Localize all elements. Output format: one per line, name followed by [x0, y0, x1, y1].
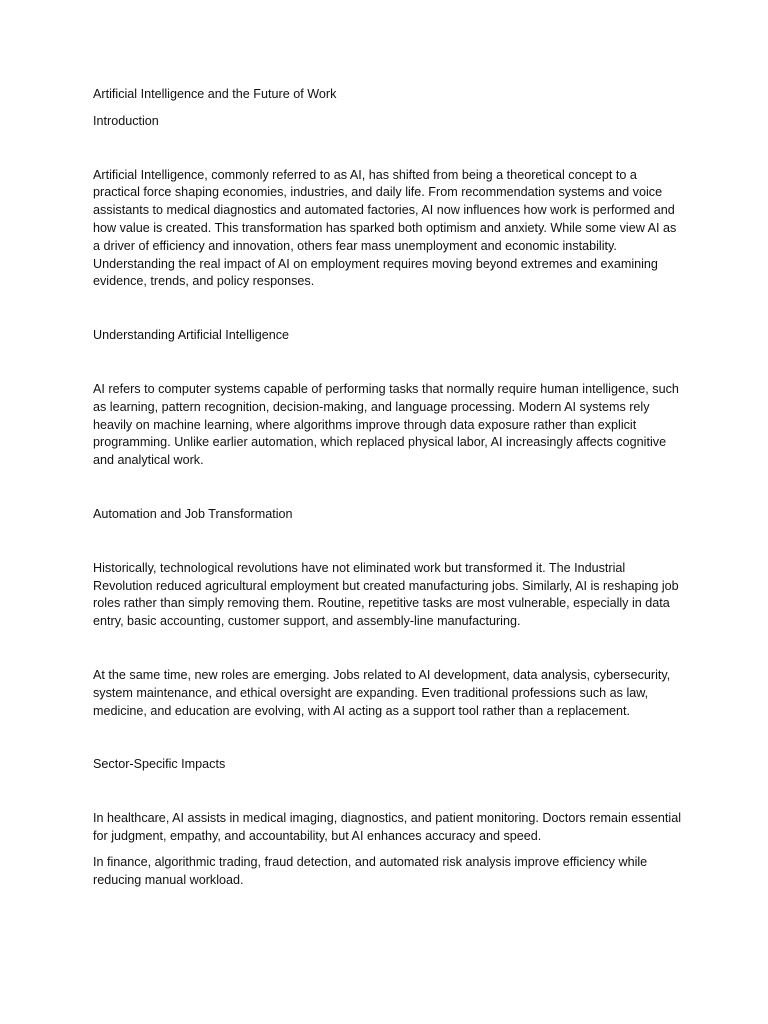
section-heading-introduction: Introduction — [93, 113, 159, 128]
paragraph-understanding-ai: AI refers to computer systems capable of performing tasks that normally require human intelligence, such as learning, pattern recognition, decision-making, and language processing. Modern AI systems rely heavily on machine learning, where algorithms improve through data exposure rather than explicit programming. Unlike earlier automation, which replaced physical labor, AI increasingly affects cognitive and analytical work. — [93, 381, 679, 468]
section-heading-sector-impacts: Sector-Specific Impacts — [93, 757, 226, 772]
paragraph-introduction: Artificial Intelligence, commonly referred to as AI, has shifted from being a theoretical concept to a practical force shaping economies, industries, and daily life. From recommendation systems and voice assistants to medical diagnostics and automated factories, AI now influences how work is performed and how value is created. This transformation has sparked both optimism and anxiety. While some view AI as a driver of efficiency and innovation, others fear mass unemployment and economic instability. Understanding the real impact of AI on employment requires moving beyond extremes and examining evidence, trends, and policy responses. — [93, 167, 677, 289]
section-heading-automation: Automation and Job Transformation — [93, 506, 293, 521]
paragraph-automation-new-roles: At the same time, new roles are emerging. Jobs related to AI development, data analysis, cybersecurity, system maintenance, and ethical oversight are expanding. Even traditional professions such as law, medicine, and education are evolving, with AI acting as a support tool rather than a replacement. — [93, 667, 671, 718]
paragraph-automation-history: Historically, technological revolutions have not eliminated work but transformed it. The Industrial Revolution reduced agricultural employment but created manufacturing jobs. Similarly, AI is reshaping job roles rather than simply removing them. Routine, repetitive tasks are most vulnerable, especially in data entry, basic accounting, customer support, and assembly-line manufacturing. — [93, 560, 679, 629]
paragraph-finance: In finance, algorithmic trading, fraud detection, and automated risk analysis improve efficiency while reducing manual workload. — [93, 854, 648, 887]
paragraph-healthcare: In healthcare, AI assists in medical imaging, diagnostics, and patient monitoring. Doctors remain essential for judgment, empathy, and accountability, but AI enhances accuracy and speed. — [93, 811, 682, 843]
section-heading-understanding-ai: Understanding Artificial Intelligence — [93, 328, 290, 343]
document-body — [93, 86, 683, 889]
document-title: Artificial Intelligence and the Future of Work — [93, 87, 337, 101]
